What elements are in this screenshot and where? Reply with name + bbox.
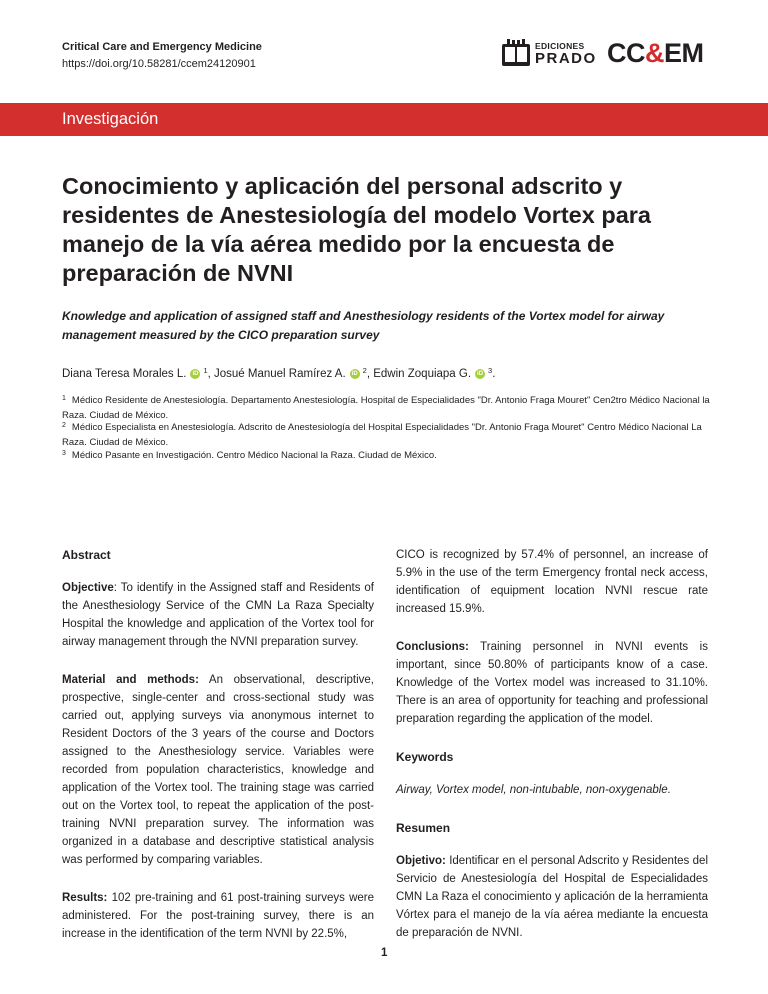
ediciones-prado-logo [501, 38, 597, 70]
results-label: Results: [62, 892, 108, 904]
author-name: Edwin Zoquiapa G. [373, 368, 472, 380]
methods-paragraph [62, 671, 374, 869]
methods-label: Material and methods: [62, 674, 199, 686]
affiliation-number: 2 [62, 422, 66, 429]
orcid-icon[interactable]: iD [351, 371, 358, 377]
author-sep: . [492, 368, 496, 380]
author-name: Josué Manuel Ramírez A. [214, 368, 346, 380]
author-list [62, 365, 496, 380]
affiliation [62, 421, 712, 450]
objetivo-text: Identificar en el personal Adscrito y Residentes del Servicio de Anestesiología del Hospital de Especialidades CMN La Raza el conocimiento y aplicación de la herramienta Vórtex para el manejo de la vía aérea mediante la encuesta de preparación de NVNI. [396, 855, 708, 939]
affiliation-number: 1 [62, 395, 66, 402]
results-continuation: CICO is recognized by 57.4% of personnel, an increase of 5.9% in the use of the term Emergency frontal neck access, identification of equipment location NVNI rescue rate increased 15.9%. [396, 549, 708, 615]
keywords-text: Airway, Vortex model, non-intubable, non-oxygenable. [396, 784, 671, 796]
book-icon [501, 38, 531, 68]
conclusions-paragraph [396, 638, 708, 728]
results-paragraph [62, 889, 374, 943]
section-label: Investigación [62, 110, 159, 128]
affiliation-text: Médico Pasante en Investigación. Centro Médico Nacional la Raza. Ciudad de México. [71, 450, 437, 461]
journal-name: Critical Care and Emergency Medicine [62, 41, 262, 53]
objective-paragraph [62, 579, 374, 651]
affiliation-text: Médico Residente de Anestesiología. Departamento Anestesiología. Hospital de Especialidades "Dr. Antonio Fraga Mouret" Cen2tro Médico Nacional la Raza. Ciudad de México. [62, 395, 710, 421]
page-number: 1 [381, 947, 388, 959]
resumen-heading: Resumen [396, 821, 451, 835]
left-column [62, 546, 374, 963]
objective-label: Objective [62, 582, 114, 594]
ccem-logo [607, 38, 704, 69]
article-title: Conocimiento y aplicación del personal adscrito y residentes de Anestesiología del modelo Vortex para manejo de la vía aérea medido por la encuesta de preparación de NVNI [62, 173, 651, 286]
affiliation [62, 449, 712, 464]
orcid-icon[interactable]: iD [192, 371, 199, 377]
author-sep: , [207, 368, 214, 380]
objective-text: : To identify in the Assigned staff and Residents of the Anesthesiology Service of the CMN La Raza Specialty Hospital the knowledge and application of the Vortex tool for airway management through the NVNI preparation survey. [62, 582, 374, 648]
abstract-heading: Abstract [62, 548, 111, 562]
doi-link[interactable]: https://doi.org/10.58281/ccem24120901 [62, 58, 256, 70]
affiliation-number: 3 [62, 450, 66, 457]
orcid-icon[interactable]: iD [477, 371, 484, 377]
objetivo-label: Objetivo: [396, 855, 446, 867]
author-sup: 3 [488, 365, 493, 375]
conclusions-text: Training personnel in NVNI events is important, since 50.80% of participants know of a case. Knowledge of the Vortex model was increased to 31.10%. There is an area of opportunity for teaching and professional preparation regarding the application of the model. [396, 641, 708, 725]
affiliation-text: Médico Especialista en Anestesiología. Adscrito de Anestesiología del Hospital Especialidades "Dr. Antonio Fraga Mouret" Centro Médico Nacional La Raza. Ciudad de México. [62, 422, 702, 448]
objetivo-paragraph [396, 852, 708, 942]
right-column [396, 546, 708, 962]
author-sep: , [366, 368, 374, 380]
logo-amp: & [645, 38, 664, 68]
author-sup: 2 [362, 365, 367, 375]
publisher-top: EDICIONES [535, 41, 585, 51]
logo-em: EM [664, 38, 704, 68]
publisher-bottom: PRADO [535, 50, 597, 67]
methods-text: An observational, descriptive, prospective, single-center and cross-sectional study was carried out, applying surveys via anonymous internet to Resident Doctors of the 3 years of the course and Doctors assigned to the Anesthesiology service. Variables were recorded from population characteristics, knowledge and application of the Vortex tool. The training stage was carried out on the Vortex tool, to repeat the application of the post-training NVNI preparation survey. The information was organized in a database and descriptive statistical analysis was performed by comparing variables. [62, 674, 374, 866]
author-name: Diana Teresa Morales L. [62, 368, 187, 380]
article-subtitle: Knowledge and application of assigned staff and Anesthesiology residents of the Vortex model for airway management measured by the CICO preparation survey [62, 309, 665, 342]
keywords-heading: Keywords [396, 750, 454, 764]
affiliation [62, 394, 712, 423]
results-text: 102 pre-training and 61 post-training surveys were administered. For the post-training survey, there is an increase in the identification of the term NVNI by 22.5%, [62, 892, 374, 940]
logo-cc: CC [607, 38, 645, 68]
conclusions-label: Conclusions: [396, 641, 469, 653]
author-sup: 1 [203, 365, 208, 375]
